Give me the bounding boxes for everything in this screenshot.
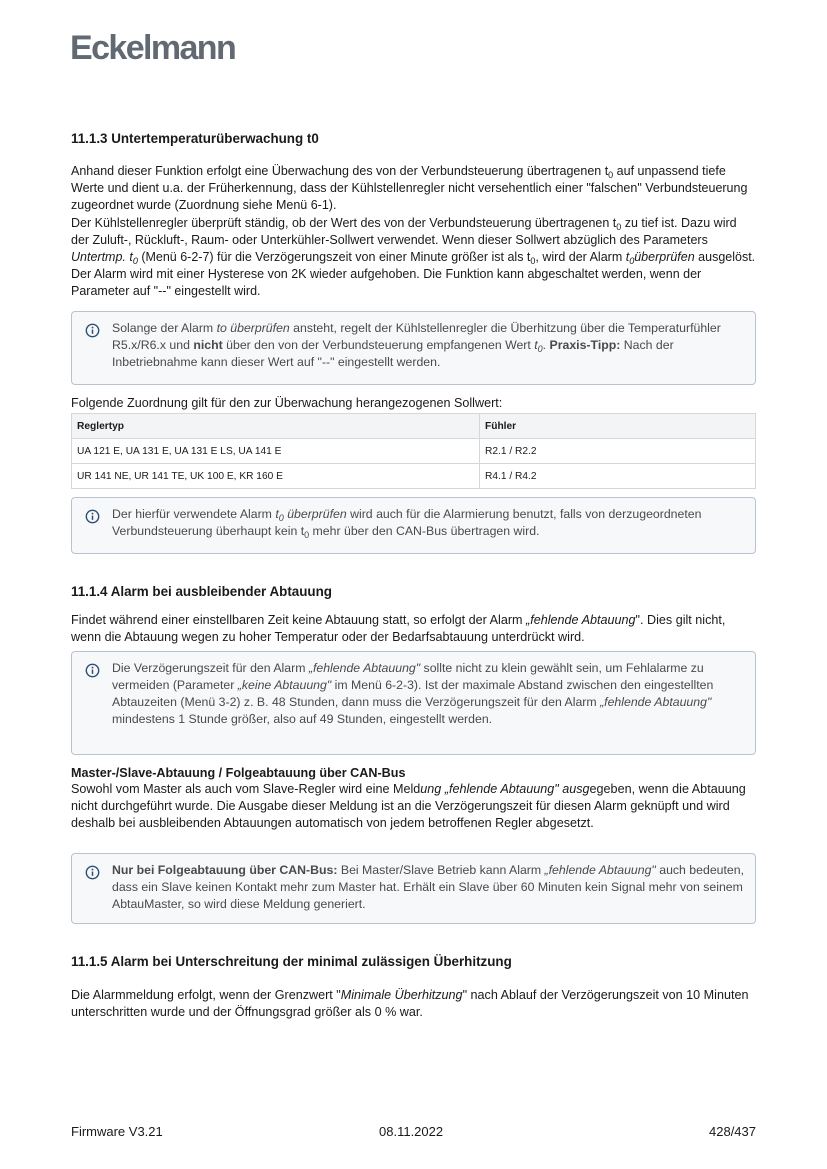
- table-header-row: [72, 414, 756, 439]
- note-text: Der hierfür verwendete Alarm $t_0$ überprüfen wird auch für die Alarmierung benutzt, falls von derzugeordneten Verbundsteuerung überhaupt kein $t_0$ mehr über den CAN-Bus übertragen wird.: [112, 507, 702, 540]
- subsection-title: Master-/Slave-Abtauung / Folgeabtauung über CAN-Bus: [71, 766, 406, 780]
- section-paragraph: Sowohl vom Master als auch vom Slave-Regler wird eine Meldung „fehlende Abtauung" ausgegeben, wenn die Abtauung nicht durchgeführt wurde. Die Ausgabe dieser Meldung ist an die Verzögerungszeit für diesen Alarm geknüpft und wird deshalb bei ausbleibenden Abtauungen automatisch von jedem betroffenen Regler abgesetzt.: [71, 782, 746, 830]
- section-paragraph: Findet während einer einstellbaren Zeit keine Abtauung statt, so erfolgt der Alarm „fehlende Abtauung". Dies gilt nicht, wenn die Abtauung wegen zu hoher Temperatur oder der Bedarfsabtauung unterdrückt wird.: [71, 613, 726, 644]
- assignment-table: [71, 413, 756, 489]
- note-text: Nur bei Folgeabtauung über CAN-Bus: Bei Master/Slave Betrieb kann Alarm „fehlende Abtauung" auch bedeuten, dass ein Slave keinen Kontakt mehr zum Master hat. Erhält ein Slave über 60 Minuten kein Signal mehr von seinem AbtauMaster, so wird diese Meldung generiert.: [112, 863, 745, 911]
- info-icon: [85, 865, 100, 880]
- section-paragraph: Anhand dieser Funktion erfolgt eine Überwachung des von der Verbundsteuerung übertragenen $t_0$ auf unpassend tiefe Werte und dient u.a. der Früherkennung, dass der Kühlstellenregler nicht versehentlich einer "falschen" Verbundsteuerung zugeordnet wurde (Zuordnung siehe Menü 6-1). Der Kühlstellenregler überprüft ständig, ob der Wert des von der Verbundsteuerung übertragenen $t_0$ zu tief ist. Dazu wird der Zuluft-, Rückluft-, Raum- oder Unterkühler-Sollwert verwendet. Wenn dieser Sollwert abzüglich des Parameters Untertmp. $t_0$ (Menü 6-2-7) für die Verzögerungszeit von einer Minute größer ist als $t_0$, wird der Alarm $t_0überprüfen$ ausgelöst. Der Alarm wird mit einer Hysterese von 2K wieder aufgehoben. Die Funktion kann abgeschaltet werden, wenn der Parameter auf "--" eingestellt wird.: [71, 164, 756, 299]
- table-header: Fühler: [480, 414, 756, 439]
- table-intro: Folgende Zuordnung gilt für den zur Überwachung herangezogenen Sollwert:: [71, 396, 503, 410]
- section-title: 11.1.3 Untertemperaturüberwachung t0: [71, 131, 319, 146]
- table-header: Reglertyp: [72, 414, 480, 439]
- info-note: [71, 651, 756, 755]
- section-title: 11.1.5 Alarm bei Unterschreitung der minimal zulässigen Überhitzung: [71, 954, 512, 969]
- table-row: [72, 464, 756, 489]
- table-cell: UR 141 NE, UR 141 TE, UK 100 E, KR 160 E: [72, 464, 480, 489]
- footer-date: 08.11.2022: [379, 1124, 444, 1139]
- note-text: Solange der Alarm to überprüfen ansteht, regelt der Kühlstellenregler die Überhitzung über die Temperaturfühler R5.x/R6.x und nicht über den von der Verbundsteuerung empfangenen Wert $t_0$. Praxis-Tipp: Nach der Inbetriebnahme kann dieser Wert auf "--" eingestellt werden.: [112, 321, 721, 369]
- table-cell: R4.1 / R4.2: [480, 464, 756, 489]
- section-11-1-3: [71, 130, 756, 147]
- table-cell: UA 121 E, UA 131 E, UA 131 E LS, UA 141 E: [72, 439, 480, 464]
- table-row: [72, 439, 756, 464]
- table-cell: R2.1 / R2.2: [480, 439, 756, 464]
- section-paragraph: Die Alarmmeldung erfolgt, wenn der Grenzwert "Minimale Überhitzung" nach Ablauf der Verzögerungszeit von 10 Minuten unterschritten wurde und der Öffnungsgrad größer als 0 % war.: [71, 988, 749, 1019]
- note-text: Die Verzögerungszeit für den Alarm „fehlende Abtauung" sollte nicht zu klein gewählt sein, um Fehlalarme zu vermeiden (Parameter „keine Abtauung" im Menü 6-2-3). Ist der maximale Abstand zwischen den eingestellten Abtauzeiten (Menü 3-2) z. B. 48 Stunden, dann muss die Verzögerungszeit für den Alarm „fehlende Abtauung" mindestens 1 Stunde größer, also auf 49 Stunden, eingestellt werden.: [112, 661, 714, 726]
- info-note: [71, 497, 756, 554]
- info-note: [71, 853, 756, 924]
- footer-firmware: Firmware V3.21: [71, 1124, 163, 1139]
- brand-logo: Eckelmann: [70, 29, 236, 67]
- section-title: 11.1.4 Alarm bei ausbleibender Abtauung: [71, 584, 332, 599]
- info-icon: [85, 323, 100, 338]
- info-icon: [85, 509, 100, 524]
- info-note: [71, 311, 756, 385]
- info-icon: [85, 663, 100, 678]
- footer-page-number: 428/437: [709, 1124, 756, 1139]
